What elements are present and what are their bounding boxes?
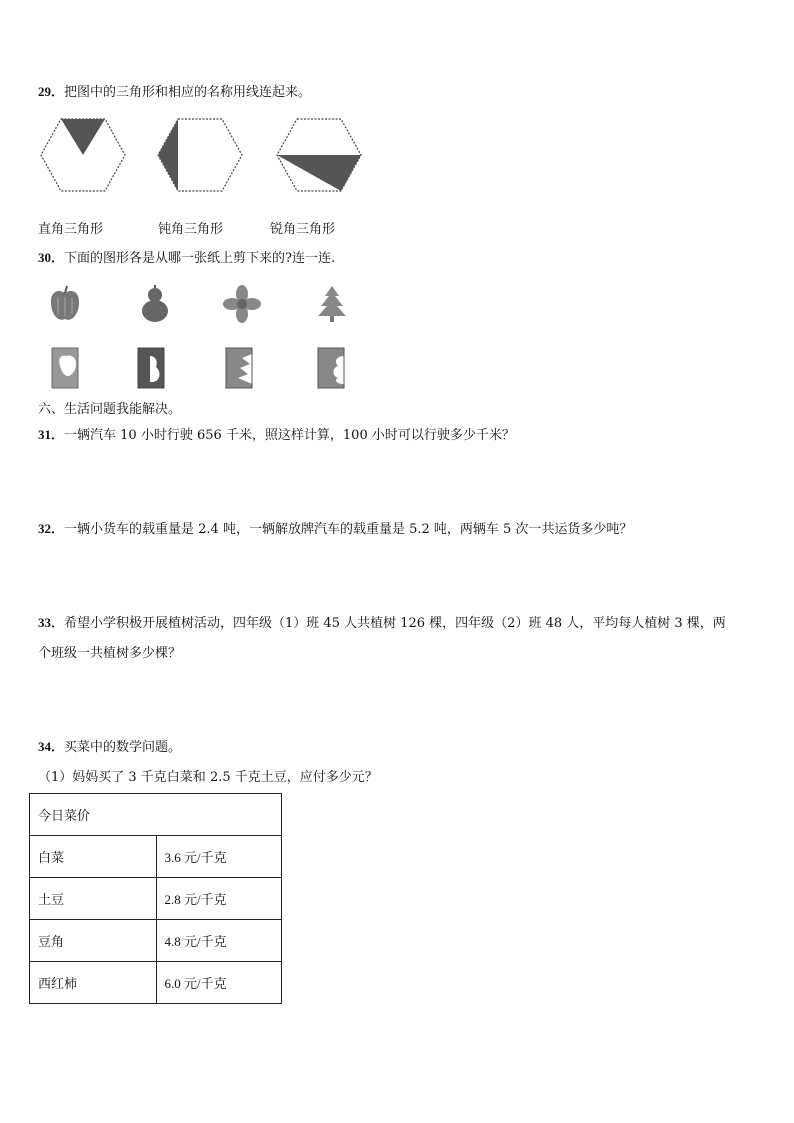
question-number: 30． bbox=[38, 250, 65, 265]
vegetable-price: 2.8 元/千克 bbox=[156, 878, 282, 920]
question-text: 买菜中的数学问题。 bbox=[64, 740, 182, 755]
question-34-sub1: （1）妈妈买了 3 千克白菜和 2.5 千克土豆，应付多少元？ bbox=[38, 770, 378, 785]
question-text: 把图中的三角形和相应的名称用线连起来。 bbox=[64, 85, 312, 100]
paper-sheet-3-icon bbox=[224, 346, 256, 390]
table-header: 今日菜价 bbox=[30, 794, 282, 836]
question-number: 33． bbox=[38, 615, 65, 630]
hexagon-figure-3 bbox=[274, 115, 364, 195]
gourd-shape-icon bbox=[138, 284, 172, 324]
hexagon-figure-2 bbox=[155, 115, 245, 195]
question-33-line2: 个班级一共植树多少棵？ bbox=[38, 646, 182, 661]
paper-sheet-1-icon bbox=[50, 346, 82, 390]
triangle-label-acute: 锐角三角形 bbox=[270, 222, 336, 237]
paper-sheet-4-icon bbox=[316, 346, 348, 390]
question-34 bbox=[38, 738, 181, 757]
question-number: 32． bbox=[38, 521, 65, 536]
triangle-label-right: 直角三角形 bbox=[38, 222, 104, 237]
question-33 bbox=[38, 614, 726, 633]
vegetable-name: 豆角 bbox=[30, 920, 157, 962]
vegetable-price: 4.8 元/千克 bbox=[156, 920, 282, 962]
vegetable-price: 3.6 元/千克 bbox=[156, 836, 282, 878]
paper-sheet-2-icon bbox=[136, 346, 168, 390]
table-header-row bbox=[30, 794, 282, 836]
question-32 bbox=[38, 520, 632, 539]
table-row bbox=[30, 920, 282, 962]
hexagon-figure-1 bbox=[38, 115, 128, 195]
question-text: 一辆汽车 10 小时行驶 656 千米，照这样计算，100 小时可以行驶多少千米？ bbox=[64, 428, 515, 443]
vegetable-name: 土豆 bbox=[30, 878, 157, 920]
question-number: 31． bbox=[38, 427, 65, 442]
table-row bbox=[30, 962, 282, 1004]
vegetable-price: 6.0 元/千克 bbox=[156, 962, 282, 1004]
question-number: 34． bbox=[38, 739, 65, 754]
vegetable-name: 白菜 bbox=[30, 836, 157, 878]
table-row bbox=[30, 878, 282, 920]
section-6-title: 六、生活问题我能解决。 bbox=[38, 402, 182, 417]
table-row bbox=[30, 836, 282, 878]
vegetable-name: 西红柿 bbox=[30, 962, 157, 1004]
flower-shape-icon bbox=[222, 284, 262, 324]
price-table bbox=[29, 793, 282, 1004]
apple-shape-icon bbox=[48, 284, 82, 324]
question-text: 下面的图形各是从哪一张纸上剪下来的?连一连. bbox=[64, 251, 336, 266]
tree-shape-icon bbox=[315, 284, 349, 324]
question-29 bbox=[38, 83, 311, 102]
question-text-line1: 希望小学积极开展植树活动，四年级（1）班 45 人共植树 126 棵，四年级（2）班 48 人，平均每人植树 3 棵，两 bbox=[64, 616, 726, 631]
question-number: 29． bbox=[38, 84, 65, 99]
question-31 bbox=[38, 426, 515, 445]
question-text: 一辆小货车的载重量是 2.4 吨，一辆解放牌汽车的载重量是 5.2 吨，两辆车 5 次一共运货多少吨？ bbox=[64, 522, 633, 537]
question-30 bbox=[38, 249, 335, 268]
triangle-label-obtuse: 钝角三角形 bbox=[158, 222, 224, 237]
